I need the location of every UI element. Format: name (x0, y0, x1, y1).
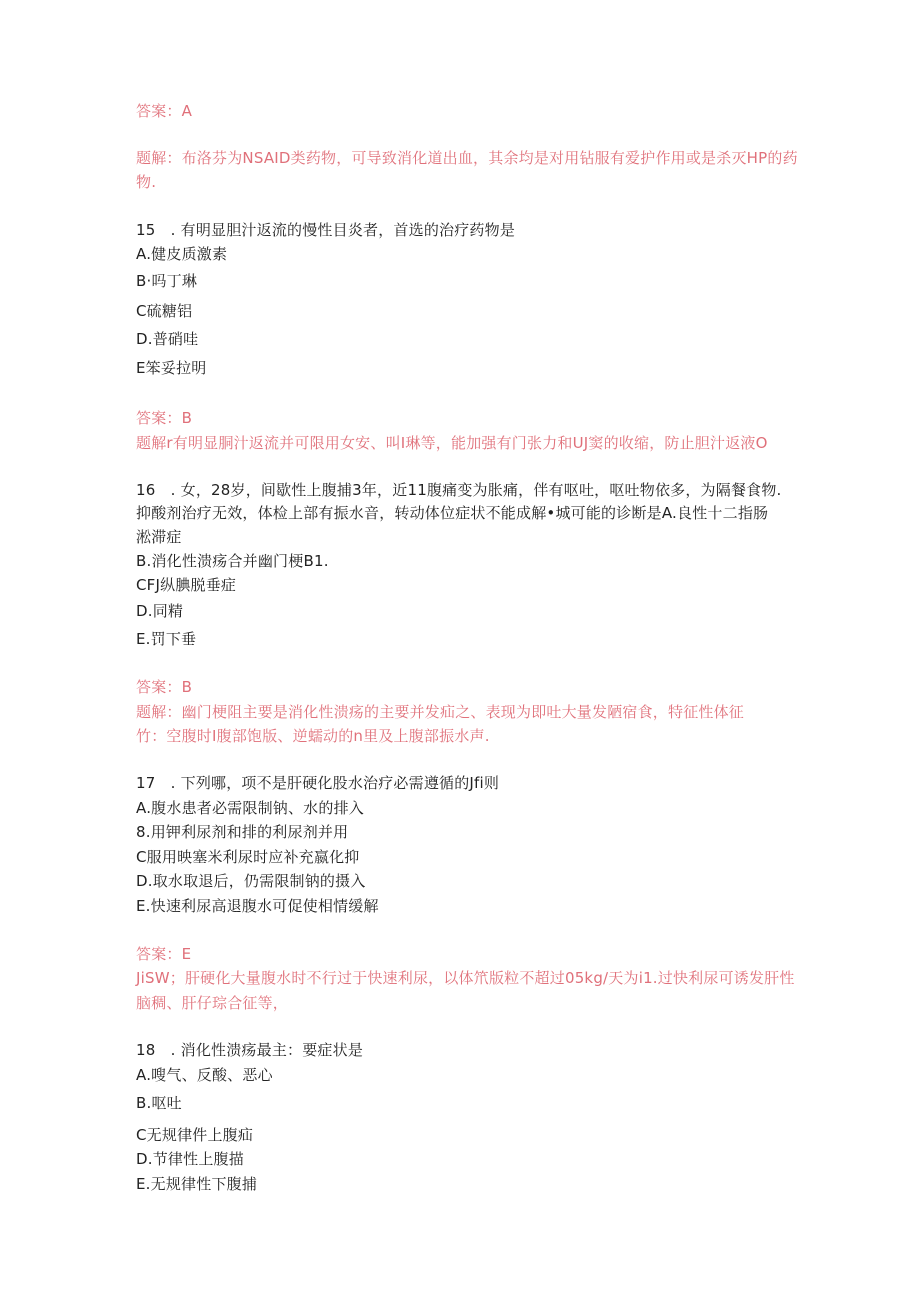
question-16-stem-line1: 16 . 女，28岁，间歇性上腹捕3年，近11腹痛变为胀痛，伴有呕吐，呕吐物依多，为隔餐食物. (136, 481, 782, 499)
q17-option-c: C服用映塞米利尿时应补充嬴化抑 (136, 848, 360, 866)
explanation-15: 题解r有明显胴汁返流并可限用女安、叫I琳等，能加强有门张力和UJ窦的收缩，防止胆汁返液O (136, 434, 768, 452)
explanation-17-line2: 脑稠、肝仔琮合征等， (136, 994, 289, 1012)
q17-option-b: 8.用钾利尿剂和排的利尿剂并用 (136, 823, 349, 841)
question-16-stem-line2: 抑酸剂治疗无效，体检上部有振水音，转动体位症状不能成解•城可能的诊断是A.良性十二指肠 (136, 504, 769, 522)
question-18-stem: 18 . 消化性溃疡最主：要症状是 (136, 1041, 364, 1059)
explanation-17-line1: JiSW；肝硬化大量腹水时不行过于快速利尿，以体笊版粒不超过05kg∕天为i1.过快利尿可诱发肝性 (136, 969, 795, 987)
q15-option-a: A.健皮质激素 (136, 245, 228, 263)
q15-option-b: B·吗丁琳 (136, 272, 198, 290)
explanation-a-line1: 题解：布洛芬为NSAID类药物，可导致消化道出血，其余均是对用钻服有爱护作用或是杀灭HP的药 (136, 149, 798, 167)
q16-option-b: B.消化性溃疡合并幽门梗B1. (136, 552, 329, 570)
q15-option-c: C硫糖铝 (136, 302, 193, 320)
q18-option-e: E.无规律性下腹捕 (136, 1175, 258, 1193)
answer-a: 答案：A (136, 102, 193, 120)
question-15-stem: 15 . 有明显胆汁返流的慢性目炎者，首选的治疗药物是 (136, 221, 516, 239)
q16-option-c: CFJ纵腆脱垂症 (136, 576, 237, 594)
q16-option-e: E.罚下垂 (136, 630, 197, 648)
explanation-16-line2: 竹：空腹时I腹部饱版、逆蠕动的n里及上腹部振水声. (136, 727, 490, 745)
explanation-a-line2: 物. (136, 173, 157, 191)
q18-option-a: A.嗖气、反酸、恶心 (136, 1066, 273, 1084)
q18-option-d: D.节律性上腹描 (136, 1150, 244, 1168)
question-17-stem: 17 . 下列哪，项不是肝硬化股水治疗必需遵循的Jfi则 (136, 774, 500, 792)
answer-15: 答案：B (136, 409, 193, 427)
q15-option-e: E笨妥拉明 (136, 359, 207, 377)
answer-16: 答案：B (136, 678, 193, 696)
q15-option-d: D.普硝哇 (136, 330, 199, 348)
answer-17: 答案：E (136, 945, 192, 963)
q17-option-e: E.快速利尿高退腹水可促使相情缓解 (136, 897, 379, 915)
q18-option-b: B.呕吐 (136, 1094, 182, 1112)
q16-option-d: D.同精 (136, 602, 184, 620)
q17-option-d: D.取水取退后，仍需限制钠的摄入 (136, 872, 366, 890)
question-16-stem-line3: 淞滞症 (136, 528, 182, 546)
q17-option-a: A.腹水患者必需限制钠、水的排入 (136, 799, 364, 817)
q18-option-c: C无规律件上腹疝 (136, 1126, 254, 1144)
explanation-16-line1: 题解：幽门梗阻主要是消化性溃疡的主要并发疝之、表现为即吐大量发陋宿食，特征性体征 (136, 703, 745, 721)
